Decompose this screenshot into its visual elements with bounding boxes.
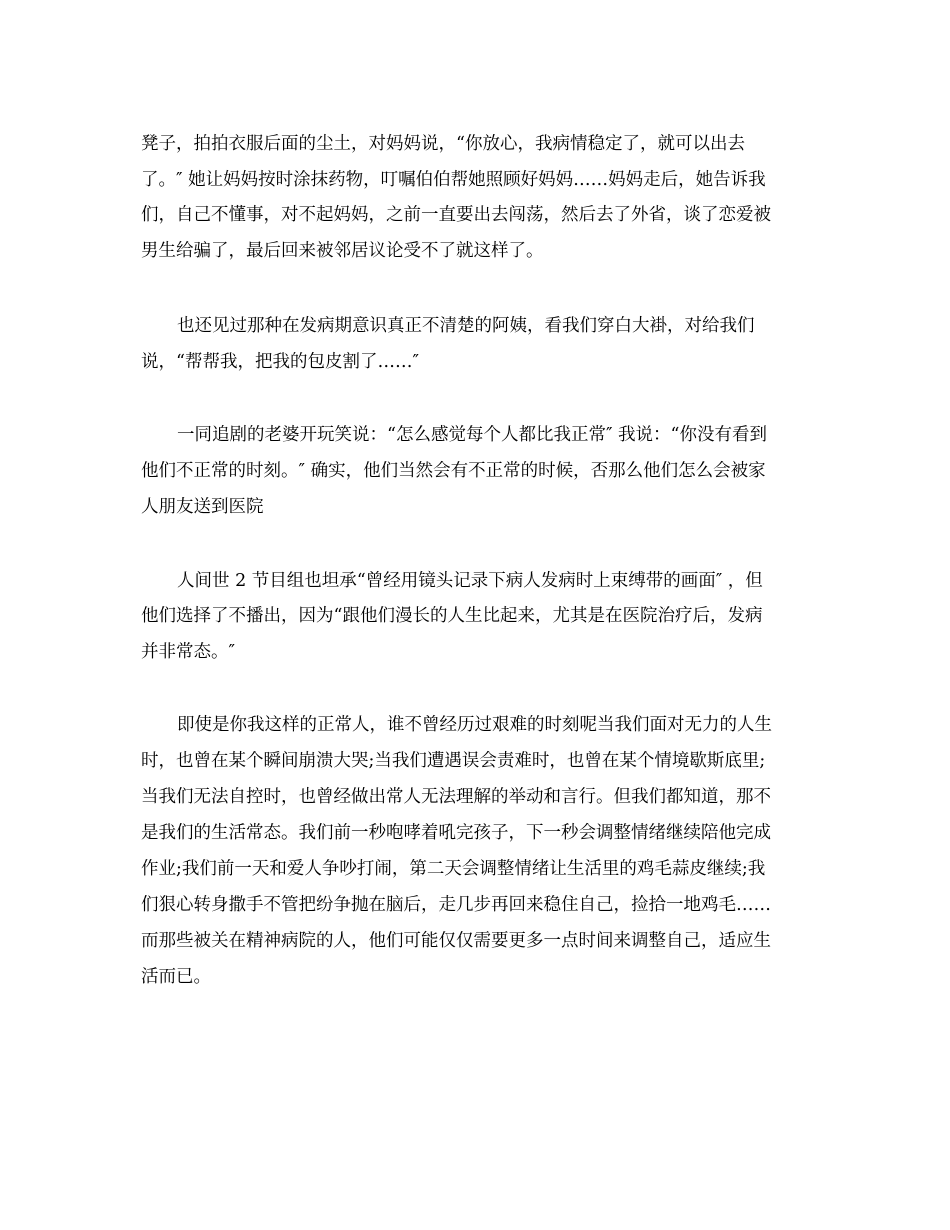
paragraph-5-line-5: 作业;我们前一天和爱人争吵打闹，第二天会调整情绪让生活里的鸡毛蒜皮继续;我 [141,859,766,879]
paragraph-5-line-1: 即使是你我这样的正常人，谁不曾经历过艰难的时刻呢当我们面对无力的人生 [177,715,772,735]
paragraph-1-line-2: 了。″ 她让妈妈按时涂抹药物，叮嘱伯伯帮她照顾好妈妈……妈妈走后，她告诉我 [141,170,766,190]
paragraph-4-line-3: 并非常态。″ [141,642,236,662]
paragraph-3-line-2: 他们不正常的时刻。″ 确实，他们当然会有不正常的时候，否那么他们怎么会被家 [141,461,766,481]
paragraph-5-line-6: 们狠心转身撒手不管把纷争抛在脑后，走几步再回来稳住自己，捡拾一地鸡毛…… [141,895,771,915]
paragraph-2-line-2: 说，“帮帮我，把我的包皮割了……″ [141,352,419,372]
paragraph-5-line-3: 当我们无法自控时，也曾经做出常人无法理解的举动和言行。但我们都知道，那不 [141,787,771,807]
paragraph-5-line-2: 时，也曾在某个瞬间崩溃大哭;当我们遭遇误会责难时，也曾在某个情境歇斯底里; [141,751,766,771]
paragraph-4-line-2: 他们选择了不播出，因为“跟他们漫长的人生比起来，尤其是在医院治疗后，发病 [141,606,763,626]
paragraph-3-line-3: 人朋友送到医院 [141,497,264,517]
paragraph-5-line-7: 而那些被关在精神病院的人，他们可能仅仅需要更多一点时间来调整自己，适应生 [141,931,771,951]
paragraph-1-line-4: 男生给骗了，最后回来被邻居议论受不了就这样了。 [141,241,544,261]
paragraph-5-line-4: 是我们的生活常态。我们前一秒咆哮着吼完孩子，下一秒会调整情绪继续陪他完成 [141,823,771,843]
paragraph-1-line-3: 们，自己不懂事，对不起妈妈，之前一直要出去闯荡，然后去了外省，谈了恋爱被 [141,205,771,225]
paragraph-1-line-1: 凳子，拍拍衣服后面的尘土，对妈妈说，“你放心，我病情稳定了，就可以出去 [141,134,745,154]
paragraph-2-line-1: 也还见过那种在发病期意识真正不清楚的阿姨，看我们穿白大褂，对给我们 [177,316,755,336]
paragraph-4-line-1: 人间世 2 节目组也坦承“曾经用镜头记录下病人发病时上束缚带的画面″ ，但 [177,571,763,591]
paragraph-3-line-1: 一同追剧的老婆开玩笑说：“怎么感觉每个人都比我正常″ 我说：“你没有看到 [177,425,767,445]
paragraph-5-line-8: 活而已。 [141,967,211,987]
